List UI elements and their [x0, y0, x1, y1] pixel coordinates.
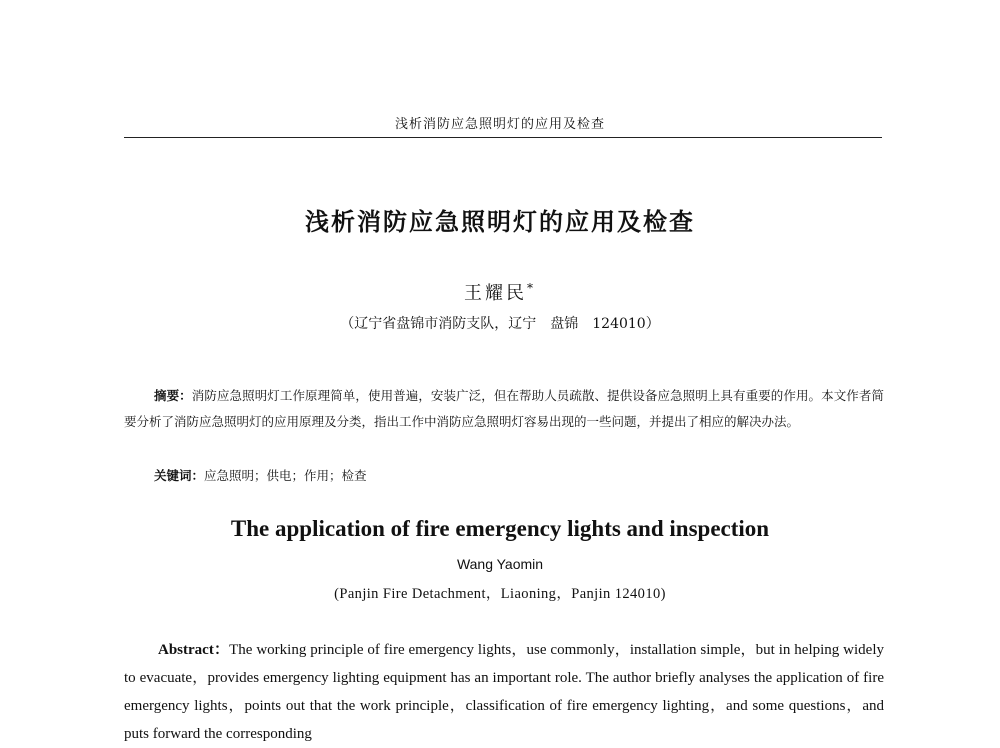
author-footnote-mark: *: [527, 281, 536, 295]
chinese-author: [0, 279, 1000, 305]
english-author: Wang Yaomin: [456, 556, 544, 572]
english-abstract-label: Abstract：: [158, 642, 230, 658]
english-affiliation: (Panjin Fire Detachment，Liaoning，Panjin 124010): [334, 586, 666, 602]
english-title: The application of fire emergency lights and inspection: [230, 516, 770, 541]
running-head: 浅析消防应急照明灯的应用及检查: [394, 117, 605, 132]
chinese-affiliation: （辽宁省盘锦市消防支队，辽宁 盘锦 124010）: [340, 316, 660, 332]
chinese-abstract-text: 消防应急照明灯工作原理简单，使用普遍，安装广泛，但在帮助人员疏散、提供设备应急照明上具有重要的作用。本文作者简要分析了消防应急照明灯的应用原理及分类，指出工作中消防应急照明灯容易出现的一些问题，并提出了相应的解决办法。: [124, 388, 884, 429]
chinese-keywords-text: 应急照明；供电；作用；检查: [204, 468, 367, 483]
chinese-keywords: [154, 463, 884, 489]
header-rule: [124, 137, 882, 138]
chinese-author-name: 王耀民: [464, 283, 527, 304]
chinese-title: 浅析消防应急照明灯的应用及检查: [305, 208, 695, 236]
chinese-keywords-label: 关键词：: [154, 468, 205, 483]
chinese-abstract: [124, 383, 884, 435]
english-abstract: [124, 636, 884, 748]
english-abstract-text: The working principle of fire emergency lights，use commonly，installation simple，but in helping widely to evacuate，provides emergency lighting equipment has an important role. The author briefly analyses the application of fire emergency lights，points out that the work principle，classification of fire emergency lighting，and some questions，and puts forward the corresponding: [124, 642, 885, 742]
chinese-abstract-label: 摘要：: [154, 388, 192, 403]
